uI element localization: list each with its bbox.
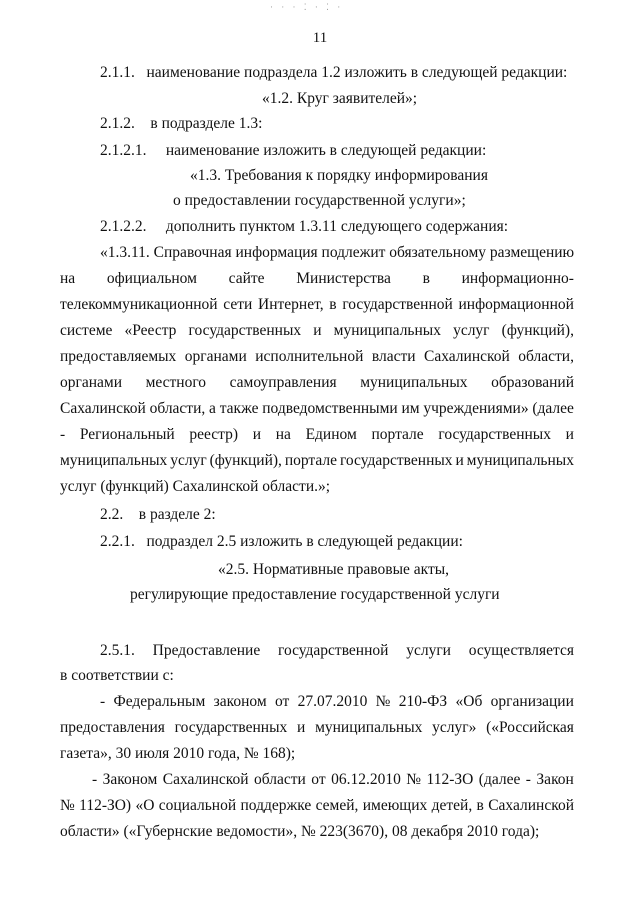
word: Сахалинской bbox=[488, 797, 574, 814]
clause-text: подраздел 2.5 изложить в следующей редакции: bbox=[146, 533, 463, 550]
word: органами bbox=[60, 374, 123, 391]
clause-text: в разделе 2: bbox=[138, 506, 216, 523]
word: сети bbox=[223, 296, 253, 313]
word: системе bbox=[60, 322, 113, 339]
word: услуг bbox=[170, 452, 207, 469]
paragraph-2-2 bbox=[100, 505, 216, 525]
list-item-federal-law-line2 bbox=[60, 718, 574, 738]
word: самоуправления bbox=[229, 374, 337, 391]
word: организации bbox=[490, 693, 574, 710]
word: муниципальных bbox=[315, 719, 423, 736]
word: на bbox=[275, 426, 291, 443]
clause-number: 2.1.2. bbox=[100, 115, 135, 132]
word: официальном bbox=[106, 270, 197, 287]
clause-number: 2.1.2.1. bbox=[100, 142, 147, 159]
word: телекоммуникационной bbox=[60, 296, 218, 313]
word: государственных bbox=[174, 719, 288, 736]
word: 210-ФЗ bbox=[398, 693, 448, 710]
subsection-1-3-title-line1: «1.3. Требования к порядку информирования bbox=[190, 167, 488, 184]
scan-noise: · · · ⁚ · ⁚ · bbox=[270, 2, 344, 12]
clause-number: 2.1.2.2. bbox=[100, 218, 147, 235]
word: и bbox=[252, 426, 262, 443]
word: 27.07.2010 bbox=[297, 693, 368, 710]
word: на bbox=[60, 270, 76, 287]
subsection-2-5-title-line2: регулирующие предоставление государственной услуги bbox=[130, 586, 500, 603]
word: местного bbox=[145, 374, 207, 391]
page-number: 11 bbox=[312, 30, 328, 46]
subsection-1-3-title-line2: о предоставлении государственной услуги»; bbox=[173, 192, 466, 209]
word: Региональный bbox=[79, 426, 175, 443]
paragraph-2-5-1-line1 bbox=[100, 641, 574, 661]
word: Сахалинской bbox=[424, 348, 510, 365]
word: в bbox=[329, 296, 337, 313]
clause-text: наименование изложить в следующей редакции: bbox=[165, 142, 487, 159]
paragraph-2-1-2-1 bbox=[100, 141, 486, 161]
word: им bbox=[401, 400, 420, 417]
word: власти bbox=[371, 348, 416, 365]
paragraph-2-5-1-line2: в соответствии с: bbox=[60, 667, 174, 684]
word: и bbox=[313, 322, 322, 339]
paragraph-1-3-11-line6 bbox=[60, 373, 574, 393]
word: имеющих bbox=[362, 797, 428, 814]
word: а bbox=[209, 400, 216, 417]
word: предоставления bbox=[60, 719, 165, 736]
paragraph-1-3-11-line3 bbox=[60, 295, 574, 315]
word: Федеральным bbox=[113, 693, 206, 710]
word: «Об bbox=[455, 693, 483, 710]
word: № bbox=[406, 771, 422, 788]
word: реестр) bbox=[189, 426, 239, 443]
paragraph-1-3-11-line10: услуг (функций) Сахалинской области.»; bbox=[60, 478, 331, 495]
word: поддержке bbox=[240, 797, 312, 814]
subsection-1-2-title: «1.2. Круг заявителей»; bbox=[262, 90, 418, 107]
word: семей, bbox=[315, 797, 359, 814]
word: Закон bbox=[536, 771, 574, 788]
word: Сахалинской bbox=[60, 400, 146, 417]
word: органами bbox=[184, 348, 247, 365]
clause-number: 2.2. bbox=[100, 506, 124, 523]
word: Министерства bbox=[296, 270, 391, 287]
word: области, bbox=[518, 348, 574, 365]
word: и bbox=[297, 719, 306, 736]
word: № bbox=[60, 797, 75, 814]
word: государственной bbox=[342, 296, 453, 313]
clause-number: 2.1.1. bbox=[100, 64, 135, 81]
word: Сахалинской bbox=[162, 771, 249, 788]
word: 112-ЗО bbox=[426, 771, 474, 788]
list-item-regional-law-line1 bbox=[92, 770, 574, 790]
word: учреждениями» bbox=[423, 400, 529, 417]
word: (далее bbox=[532, 400, 574, 417]
word: услуг bbox=[453, 322, 490, 339]
word: сайте bbox=[228, 270, 265, 287]
word: исполнительной bbox=[255, 348, 364, 365]
word: также bbox=[219, 400, 259, 417]
paragraph-1-3-11-line4 bbox=[60, 321, 574, 341]
paragraph-1-3-11-line5 bbox=[60, 347, 574, 367]
word: услуг» bbox=[432, 719, 477, 736]
word: - bbox=[92, 771, 98, 788]
word: информационной bbox=[458, 296, 574, 313]
word: - bbox=[60, 426, 66, 443]
word: Едином bbox=[305, 426, 357, 443]
word: («Российская bbox=[486, 719, 574, 736]
word: муниципальных bbox=[466, 452, 574, 469]
paragraph-1-3-11-line9 bbox=[60, 451, 574, 471]
word: от bbox=[311, 771, 326, 788]
word: «О bbox=[135, 797, 155, 814]
word: муниципальных bbox=[60, 452, 168, 469]
paragraph-2-2-1 bbox=[100, 532, 463, 552]
word: - bbox=[100, 693, 106, 710]
word: государственных bbox=[438, 426, 551, 443]
word: - bbox=[525, 771, 531, 788]
paragraph-1-3-11-line2 bbox=[60, 269, 574, 289]
paragraph-1-3-11-line7 bbox=[60, 399, 574, 419]
clause-number: 2.2.1. bbox=[100, 533, 135, 550]
word: предоставляемых bbox=[60, 348, 177, 365]
list-item-regional-law-line3: области» («Губернские ведомости», № 223(3670), 08 декабря 2010 года); bbox=[60, 823, 540, 840]
clause-text: наименование подраздела 1.2 изложить в следующей редакции: bbox=[146, 64, 568, 81]
word: детей, bbox=[431, 797, 473, 814]
word: государственных bbox=[339, 452, 453, 469]
word: 2.5.1. bbox=[100, 642, 135, 659]
word: и bbox=[455, 452, 464, 469]
subsection-2-5-title-line1: «2.5. Нормативные правовые акты, bbox=[218, 561, 450, 578]
clause-text: дополнить пунктом 1.3.11 следующего содержания: bbox=[165, 218, 509, 235]
paragraph-2-1-2 bbox=[100, 114, 262, 134]
word: государственной bbox=[277, 642, 389, 659]
paragraph-2-1-2-2 bbox=[100, 217, 508, 237]
word: законом bbox=[213, 693, 267, 710]
word: в bbox=[422, 270, 430, 287]
word: (функций), bbox=[209, 452, 282, 469]
list-item-federal-law-line1 bbox=[100, 692, 574, 712]
word: области bbox=[254, 771, 306, 788]
word: (далее bbox=[478, 771, 521, 788]
word: Интернет, bbox=[258, 296, 324, 313]
word: (функций), bbox=[501, 322, 574, 339]
word: 112-ЗО) bbox=[79, 797, 132, 814]
word: подведомственными bbox=[262, 400, 398, 417]
word: области, bbox=[149, 400, 206, 417]
word: услуги bbox=[406, 642, 451, 659]
paragraph-1-3-11-line8 bbox=[60, 425, 574, 445]
word: осуществляется bbox=[468, 642, 574, 659]
word: муниципальных bbox=[360, 374, 468, 391]
word: муниципальных bbox=[333, 322, 441, 339]
word: «Реестр bbox=[124, 322, 177, 339]
word: портале bbox=[284, 452, 338, 469]
word: № bbox=[375, 693, 391, 710]
word: государственных bbox=[188, 322, 302, 339]
word: от bbox=[274, 693, 290, 710]
word: социальной bbox=[158, 797, 237, 814]
clause-text: в подразделе 1.3: bbox=[150, 115, 263, 132]
word: информационно- bbox=[461, 270, 574, 287]
list-item-regional-law-line2 bbox=[60, 796, 574, 816]
paragraph-1-3-11-line1: «1.3.11. Справочная информация подлежит обязательному размещению bbox=[100, 244, 575, 261]
word: образований bbox=[491, 374, 574, 391]
word: 06.12.2010 bbox=[331, 771, 401, 788]
paragraph-2-1-1 bbox=[100, 63, 567, 83]
word: в bbox=[476, 797, 484, 814]
word: портале bbox=[371, 426, 424, 443]
list-item-federal-law-line3: газета», 30 июля 2010 года, № 168); bbox=[60, 745, 296, 762]
word: Законом bbox=[102, 771, 158, 788]
word: и bbox=[565, 426, 574, 443]
word: Предоставление bbox=[152, 642, 261, 659]
